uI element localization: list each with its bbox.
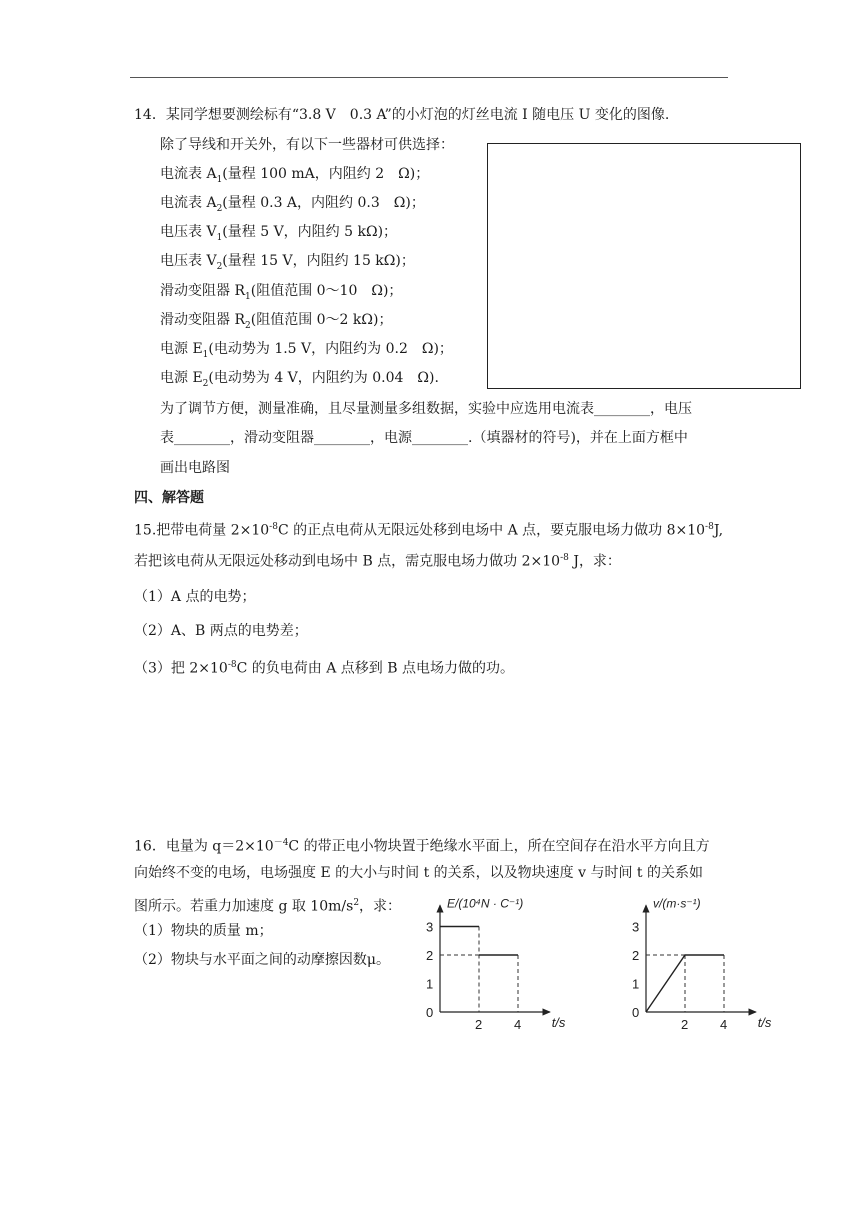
equipment-item: 电源 $E_2$(电动势为 4 V，内阻约为 0.04 Ω). bbox=[160, 370, 439, 389]
q14-intro: 14．某同学想要测绘标有“3.8 V 0.3 A”的小灯泡的灯丝电流 I 随电压 U 变化的图像. bbox=[134, 107, 670, 123]
x-tick-label: 0 bbox=[632, 1005, 640, 1020]
y-tick-label: 2 bbox=[426, 948, 434, 963]
q16-part2: （2）物块与水平面之间的动摩擦因数μ。 bbox=[134, 952, 391, 968]
chart-e-plot bbox=[426, 896, 566, 1032]
q16-line2: 向始终不变的电场，电场强度 E 的大小与时间 t 的关系，以及物块速度 v 与时间 t 的关系如 bbox=[134, 865, 703, 881]
q15-part2: （2）A、B 两点的电势差； bbox=[134, 623, 308, 639]
equipment-item: 电压表 $V_1$(量程 5 V，内阻约 5 kΩ)； bbox=[160, 224, 398, 243]
q15-line1: 15.把带电荷量 $2\times 10^{-8}C$ 的正点电荷从无限远处移到电场中 A 点，要克服电场力做功 $8\times 10^{-8}J$, bbox=[134, 522, 724, 539]
y-tick-label: 1 bbox=[426, 976, 434, 992]
q14-ask-line1: 为了调节方便，测量准确，且尽量测量多组数据，实验中应选用电流表________，电压 bbox=[160, 401, 692, 417]
equipment-item: 电流表 $A_2$(量程 0.3 A，内阻约 0.3 Ω)； bbox=[160, 195, 425, 214]
x-tick-label: 4 bbox=[514, 1017, 522, 1032]
y-axis-label: v/(m·s⁻¹) bbox=[653, 896, 701, 911]
x-tick-label: 0 bbox=[426, 1005, 434, 1020]
x-axis-label: t/s bbox=[551, 1015, 566, 1030]
q15-part3: （3）把 $2\times 10^{-8}C$ 的负电荷由 A 点移到 B 点电场力做的功。 bbox=[134, 660, 514, 677]
x-tick-label: 2 bbox=[681, 1017, 689, 1032]
equipment-item: 滑动变阻器 $R_2$(阻值范围 0～2 kΩ)； bbox=[160, 312, 393, 331]
y-tick-label: 3 bbox=[632, 919, 640, 935]
y-axis-label: E/(10⁴N · C⁻¹) bbox=[447, 896, 524, 911]
x-tick-label: 4 bbox=[720, 1017, 728, 1032]
equipment-item: 滑动变阻器 $R_1$(阻值范围 0～10 Ω)； bbox=[160, 283, 403, 302]
chart-v-plot bbox=[632, 896, 772, 1032]
chart-v-vs-t bbox=[618, 896, 778, 1032]
chart-e-vs-t bbox=[412, 896, 566, 1032]
q14-ask-line2: 表________，滑动变阻器________，电源________.（填器材的符号)，并在上面方框中 bbox=[160, 430, 688, 446]
x-axis-label: t/s bbox=[757, 1015, 772, 1030]
q16-line1: 16．电量为 $q=2\times 10^{-4}C$ 的带正电小物块置于绝缘水平面上，所在空间存在沿水平方向且方 bbox=[134, 838, 710, 855]
q14-intro2: 除了导线和开关外，有以下一些器材可供选择： bbox=[160, 137, 454, 153]
header-rule bbox=[130, 77, 728, 78]
equipment-item: 电源 $E_1$(电动势为 1.5 V，内阻约为 0.2 Ω)； bbox=[160, 341, 453, 360]
circuit-answer-box bbox=[487, 143, 801, 389]
q15-part1: （1）A 点的电势； bbox=[134, 589, 256, 605]
equipment-item: 电流表 $A_1$(量程 100 mA，内阻约 2 Ω)； bbox=[160, 166, 430, 185]
q16-line3: 图所示。若重力加速度 g 取 $10m/s^2$，求： bbox=[134, 898, 402, 915]
x-tick-label: 2 bbox=[475, 1017, 483, 1032]
y-tick-label: 2 bbox=[632, 948, 640, 963]
q14-ask-line3: 画出电路图 bbox=[160, 460, 230, 476]
equipment-item: 电压表 $V_2$(量程 15 V，内阻约 15 kΩ)； bbox=[160, 253, 415, 272]
y-tick-label: 1 bbox=[632, 976, 640, 992]
section-heading: 四、解答题 bbox=[134, 490, 204, 506]
q15-line2: 若把该电荷从无限远处移动到电场中 B 点，需克服电场力做功 $2\times 10^{-8}$ J，求： bbox=[134, 553, 621, 570]
y-tick-label: 3 bbox=[426, 919, 434, 935]
q16-part1: （1）物块的质量 m； bbox=[134, 923, 273, 939]
